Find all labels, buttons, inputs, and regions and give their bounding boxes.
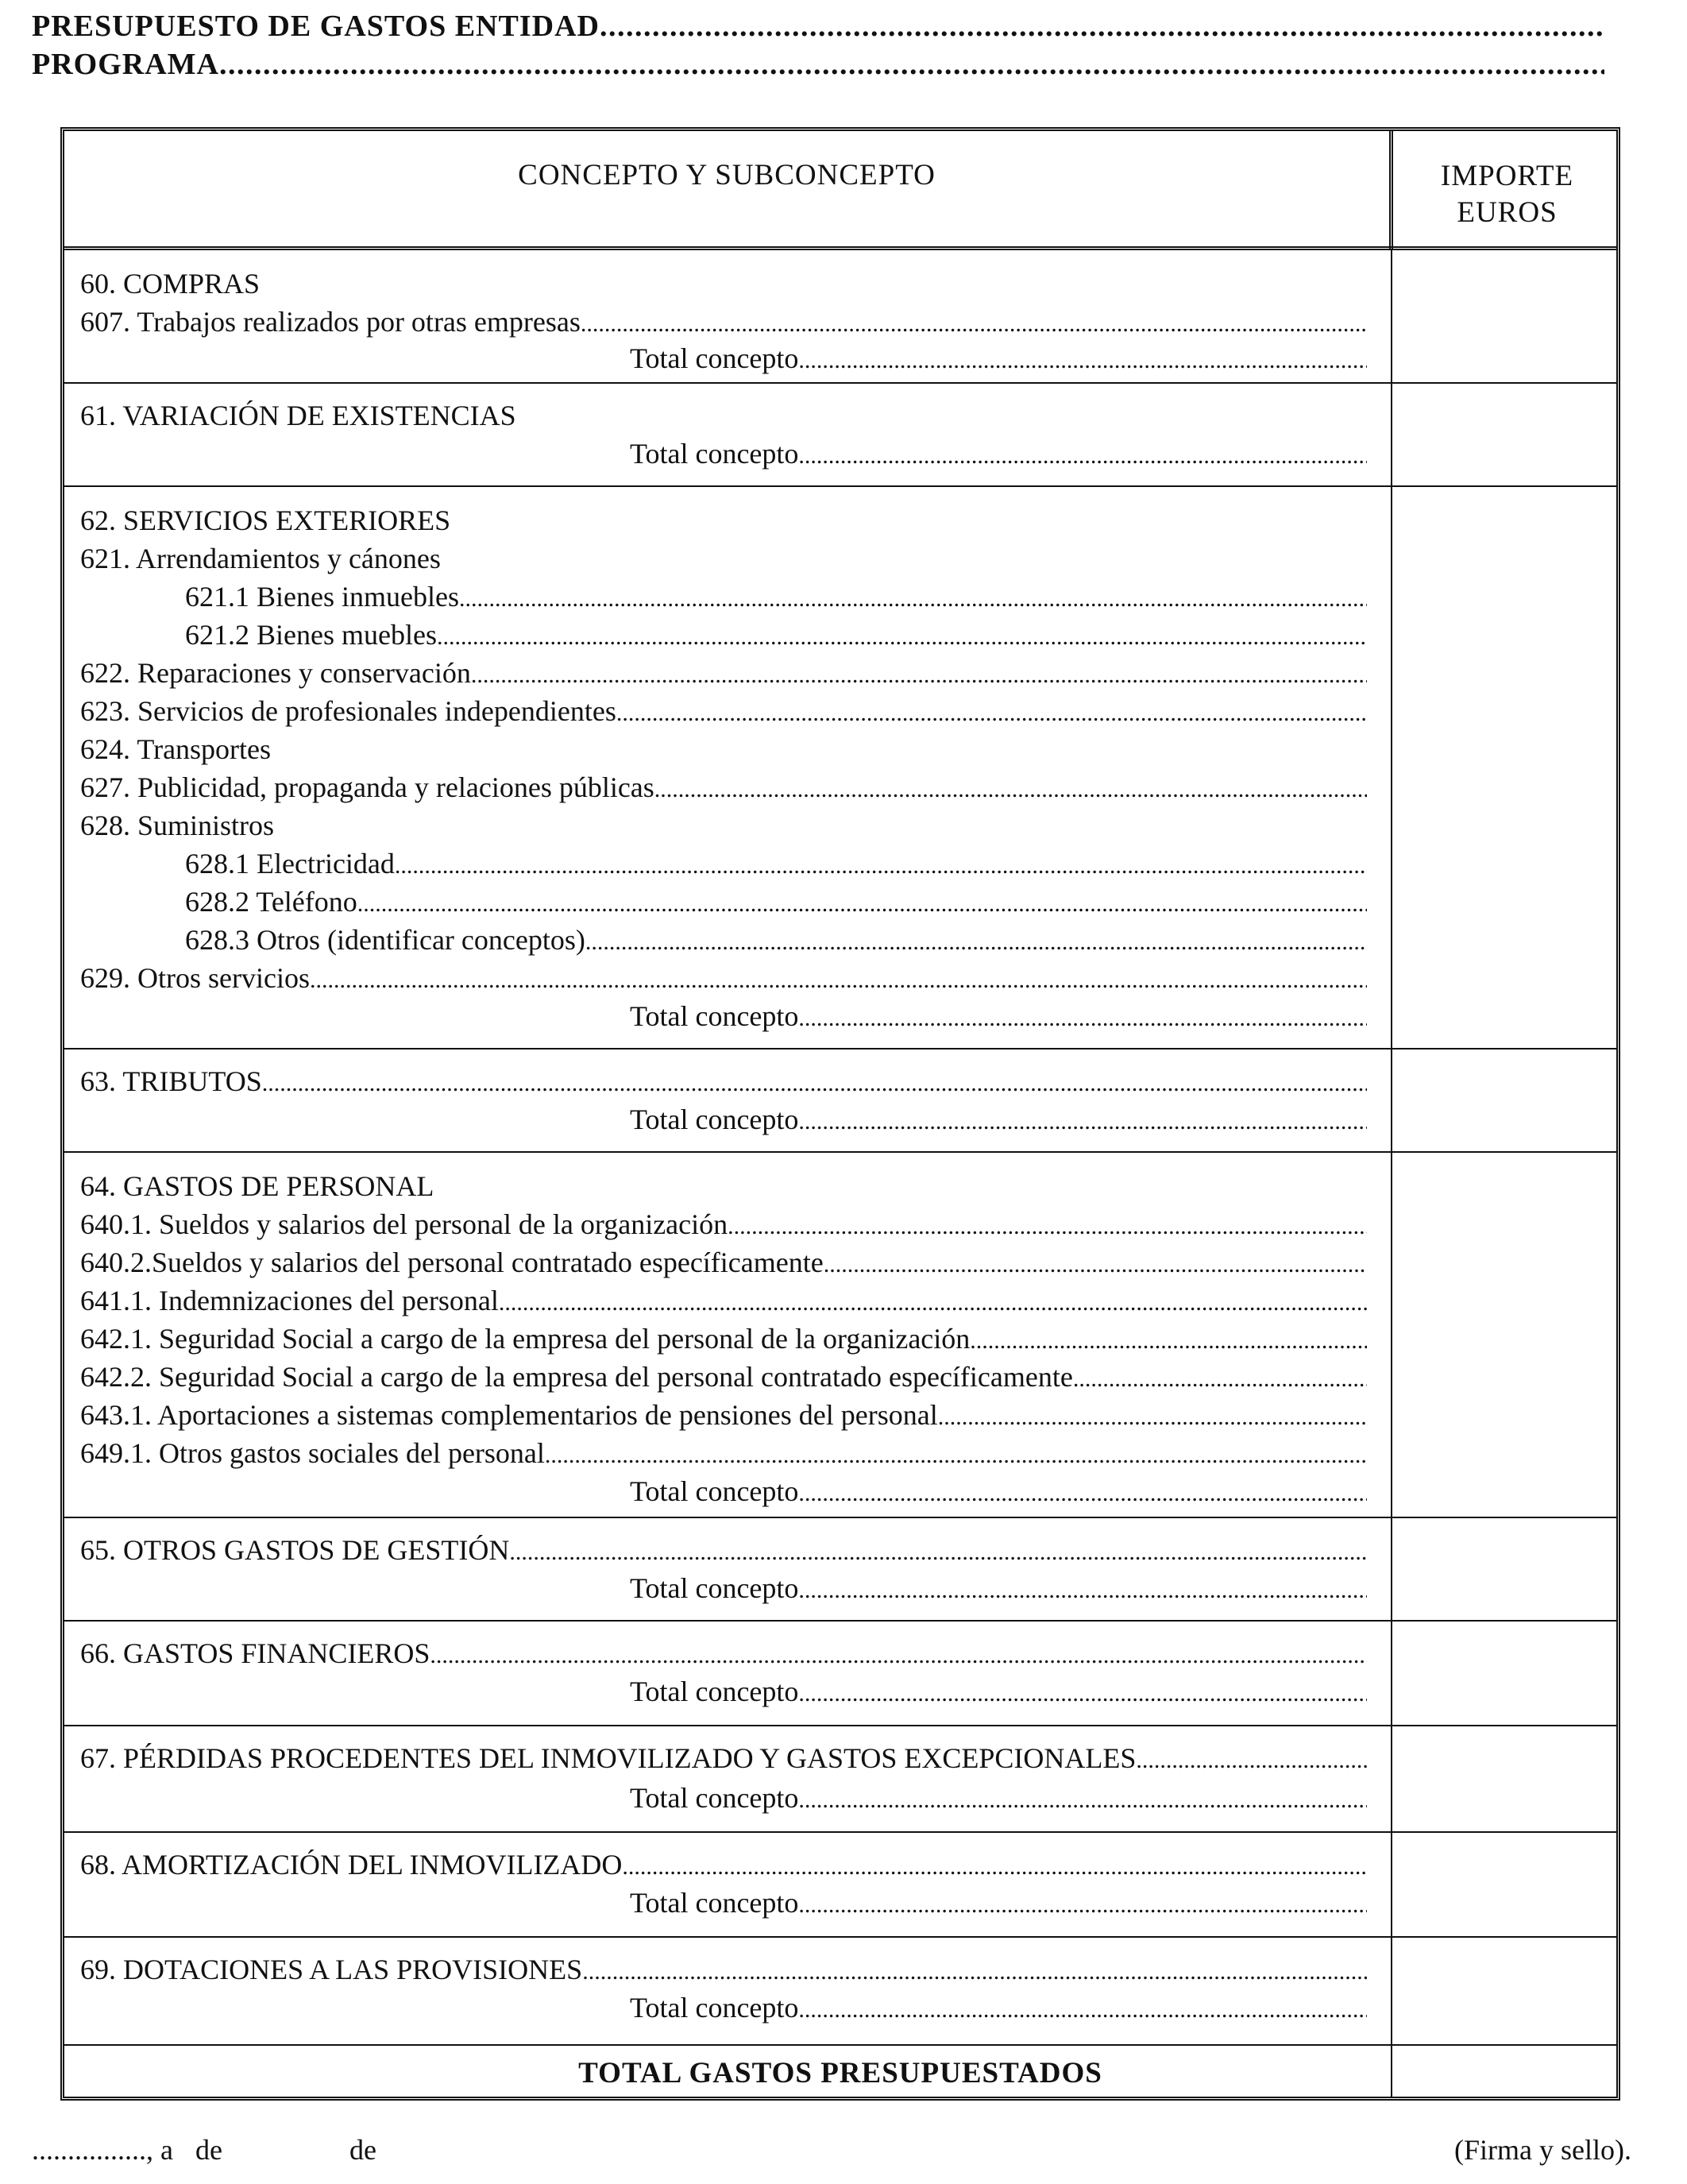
block-68	[64, 1833, 1616, 1938]
row-624: 624. Transportes	[80, 733, 272, 765]
row-627[interactable]: 627. Publicidad, propaganda y relaciones públicas .....	[80, 768, 1367, 806]
budget-form-table	[60, 127, 1620, 2101]
entidad-line	[32, 8, 1604, 44]
col-header-concept: CONCEPTO Y SUBCONCEPTO	[518, 159, 936, 191]
row-621-2[interactable]: 621.2 Bienes muebles .....	[185, 616, 1367, 654]
programa-label: PROGRAMA	[32, 48, 219, 81]
row-621: 621. Arrendamientos y cánones	[80, 543, 441, 574]
row-title[interactable]: 63. TRIBUTOS .....	[80, 1062, 1367, 1100]
block-63	[64, 1049, 1616, 1153]
grand-total-row	[64, 2046, 1616, 2101]
row-title[interactable]: 68. AMORTIZACIÓN DEL INMOVILIZADO .....	[80, 1846, 1367, 1884]
entidad-label: PRESUPUESTO DE GASTOS ENTIDAD	[32, 10, 600, 43]
row-total[interactable]: Total concepto .....	[630, 339, 1367, 377]
row-643-1[interactable]: 643.1. Aportaciones a sistemas complementarios de pensiones del personal .....	[80, 1396, 1367, 1434]
table-header	[64, 131, 1616, 250]
row-622[interactable]: 622. Reparaciones y conservación .....	[80, 654, 1367, 692]
col-header-importe	[1394, 158, 1620, 231]
row-641-1[interactable]: 641.1. Indemnizaciones del personal .....	[80, 1281, 1367, 1320]
row-total[interactable]: Total concepto .....	[630, 1779, 1367, 1817]
row-628-1[interactable]: 628.1 Electricidad .....	[185, 845, 1367, 883]
row-642-2[interactable]: 642.2. Seguridad Social a cargo de la empresa del personal contratado específicamente .....	[80, 1358, 1367, 1396]
row-628-2[interactable]: 628.2 Teléfono .....	[185, 883, 1367, 921]
row-total[interactable]: Total concepto .....	[630, 1672, 1367, 1710]
row-total[interactable]: Total concepto .....	[630, 435, 1367, 473]
footer-de-2: de	[349, 2134, 376, 2166]
row-623[interactable]: 623. Servicios de profesionales independientes .....	[80, 692, 1367, 730]
row-title[interactable]: 69. DOTACIONES A LAS PROVISIONES .....	[80, 1950, 1367, 1989]
row-title: 60. COMPRAS	[80, 268, 261, 300]
row-total[interactable]: Total concepto .....	[630, 1569, 1367, 1607]
programa-fill[interactable]	[219, 46, 1604, 83]
block-62	[64, 487, 1616, 1049]
footer-place-date	[32, 2133, 376, 2167]
header-column-separator	[1389, 131, 1393, 250]
block-61	[64, 384, 1616, 487]
block-60	[64, 250, 1616, 384]
signature-label: (Firma y sello).	[1454, 2134, 1631, 2166]
row-total[interactable]: Total concepto .....	[630, 1989, 1367, 2027]
row-640-1[interactable]: 640.1. Sueldos y salarios del personal de la organización .....	[80, 1205, 1367, 1243]
row-642-1[interactable]: 642.1. Seguridad Social a cargo de la empresa del personal de la organización .....	[80, 1320, 1367, 1358]
row-title[interactable]: 65. OTROS GASTOS DE GESTIÓN .....	[80, 1531, 1367, 1569]
row-title[interactable]: 66. GASTOS FINANCIEROS .....	[80, 1634, 1367, 1672]
row-640-2[interactable]: 640.2.Sueldos y salarios del personal contratado específicamente .....	[80, 1243, 1367, 1281]
row-628: 628. Suministros	[80, 810, 275, 841]
row-629[interactable]: 629. Otros servicios .....	[80, 959, 1367, 997]
row-total[interactable]: Total concepto .....	[630, 1100, 1367, 1138]
block-64	[64, 1153, 1616, 1518]
entidad-fill[interactable]	[600, 8, 1604, 44]
row-title: 62. SERVICIOS EXTERIORES	[80, 504, 451, 536]
row-title: 64. GASTOS DE PERSONAL	[80, 1170, 434, 1202]
row-title: 61. VARIACIÓN DE EXISTENCIAS	[80, 400, 516, 431]
block-69	[64, 1938, 1616, 2046]
col-header-importe-line2: EUROS	[1457, 196, 1558, 229]
row-649-1[interactable]: 649.1. Otros gastos sociales del personal .....	[80, 1434, 1367, 1472]
col-header-importe-line1: IMPORTE	[1440, 160, 1574, 192]
row-total[interactable]: Total concepto .....	[630, 997, 1367, 1035]
block-66	[64, 1622, 1616, 1726]
row-total[interactable]: Total concepto .....	[630, 1884, 1367, 1922]
block-67	[64, 1726, 1616, 1833]
footer-de-1: de	[195, 2134, 222, 2166]
row-title[interactable]: 67. PÉRDIDAS PROCEDENTES DEL INMOVILIZADO Y GASTOS EXCEPCIONALES .....	[80, 1739, 1367, 1777]
row-607[interactable]: 607. Trabajos realizados por otras empresas .....	[80, 303, 1367, 341]
row-621-1[interactable]: 621.1 Bienes inmuebles .....	[185, 578, 1367, 616]
programa-line	[32, 46, 1604, 83]
grand-total-label: TOTAL GASTOS PRESUPUESTADOS	[578, 2057, 1102, 2089]
footer-a: , a	[146, 2134, 173, 2166]
block-65	[64, 1518, 1616, 1622]
place-fill[interactable]: ................	[32, 2134, 146, 2166]
row-628-3[interactable]: 628.3 Otros (identificar conceptos) .....	[185, 921, 1367, 959]
row-total[interactable]: Total concepto .....	[630, 1472, 1367, 1510]
